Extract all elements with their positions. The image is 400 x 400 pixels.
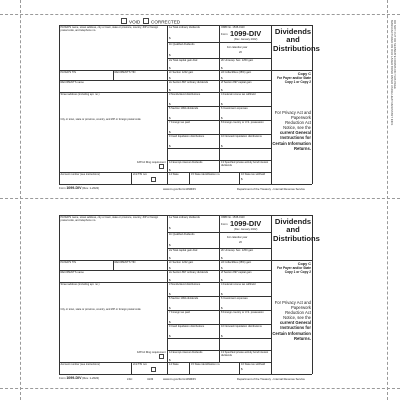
copy-label: Copy C [297,72,311,76]
box-2c-label: 2c Section 1202 gain [169,71,194,74]
box-1b-label: 1b Qualified dividends [169,233,195,236]
copy-sub: For Payer and/or State Copy 1 or Copy 2 [276,76,311,84]
left-perforation [20,0,21,400]
second-tin-checkbox[interactable] [151,177,156,182]
right-perforation [387,0,388,400]
box-10-label: 10 Noncash liquidation distributions [221,135,262,138]
box-1a-label: 1a Total ordinary dividends [169,216,200,219]
fatca-label: FATCA filing requirement [137,351,166,354]
box-2e-label: 2e Section 897 ordinary dividends [169,81,209,84]
top-perforation [0,14,400,15]
payer-info-label: PAYER'S name, street address, city or town, state or province, country, ZIP or foreign postal code, and telephone no. [60,26,159,32]
recipient-name-label: RECIPIENT'S name [60,271,84,274]
second-tin-label: 2nd TIN not. [133,173,148,176]
box-14-label: 14 State [169,363,179,366]
privacy-notice: For Privacy Act and Paperwork Reduction Act Notice, see the current General Instructions for Certain Information Returns. [272,110,311,151]
box-16-label: 16 State tax withheld [241,363,266,366]
payer-tin-label: PAYER'S TIN [60,261,76,264]
recipient-street-label: Street address (including apt. no.) [60,93,100,96]
box-15-label: 15 State identification no. [191,363,221,366]
omb-label: OMB No. 1545-0110 [221,26,245,29]
form-number: 1099-DIV [230,29,262,38]
middle-perforation [0,198,400,199]
box-2d-label: 2d Collectibles (28%) gain [221,261,252,264]
footer-url: www.irs.gov/Form1099DIV [163,377,197,381]
box-12-label: 12 Exempt-interest dividends [169,161,203,164]
footer-dept: Department of the Treasury - Internal Revenue Service [237,187,305,191]
footer-lsc: LSC [127,377,133,381]
box-3-label: 3 Nondividend distributions [169,93,201,96]
privacy-notice: For Privacy Act and Paperwork Reduction Act Notice, see the current General Instructions for Certain Information Returns. [272,300,311,341]
form-title: Dividends and Distributions [273,217,320,243]
payer-tin-label: PAYER'S TIN [60,71,76,74]
box-13-label: 13 Specified private activity bond interest dividends [221,161,269,167]
box-2a-label: 2a Total capital gain distr. [169,59,199,62]
fatca-checkbox[interactable] [159,354,164,359]
footer-form: Form 1099-DIV (Rev. 1-2022) [59,186,100,190]
box-2b-label: 2b Unrecap. Sec. 1250 gain [221,249,254,252]
box-15-label: 15 State identification no. [191,173,221,176]
footer-form: Form 1099-DIV (Rev. 1-2022) [59,376,100,380]
box-12-label: 12 Exempt-interest dividends [169,351,203,354]
box-3-label: 3 Nondividend distributions [169,283,201,286]
box-2f-label: 2f Section 897 capital gain [221,271,252,274]
box-1b-label: 1b Qualified dividends [169,43,195,46]
form-number: 1099-DIV [230,219,262,228]
form-title: Dividends and Distributions [273,27,320,53]
fatca-checkbox[interactable] [159,164,164,169]
omb-label: OMB No. 1545-0110 [221,216,245,219]
copy-sub: For Payer and/or State Copy 1 or Copy 2 [276,266,311,274]
box-7-label: 7 Foreign tax paid [169,121,190,124]
box-16-label: 16 State tax withheld [241,173,266,176]
recipient-street-label: Street address (including apt. no.) [60,283,100,286]
second-tin-checkbox[interactable] [151,367,156,372]
footer-dept: Department of the Treasury - Internal Revenue Service [237,377,305,381]
box-9-label: 9 Cash liquidation distributions [169,325,205,328]
account-label: Account number (see instructions) [60,363,100,366]
form-copy-1: VOID CORRECTED PAYER'S name, street address, city or town, state or province, country, ZIP or foreign postal code, and telephone no. PAYER'S TIN RECIPIENT'S TIN RECIPIENT'S name Street address (including apt. no.) City or town, state or province, country, and ZIP or foreign postal code Account number (see instructions) FATCA filing requirement 2nd TIN not. 1a Total ordinary dividends $ 1b Qualified dividends $ 2a Total capital gain distr. $ 2c Section 1202 gain $ 2e Section 897 ordinary dividends $ 3 Nondividend distributions $ 5 Section 199A dividends $ 7 Foreign tax paid $ 9 Cash liquidation distributions $ 12 Exempt-interest dividends $ 14 State OMB No. 1545-0110 Form 1099-DIV (Rev. January 2022) For calendar year 20 2b Unrecap. Sec. 1250 gain $ 2d Collectibles (28%) gain $ 2f Section 897 capital gain $ 4 Federal income tax withheld $ 6 Investment expenses $ 8 Foreign country or U.S. possession 10 Noncash liquidation distributions $ 13 Specified private activity bond interest dividends 15 State identification no. 16 State tax withheld $ Dividends and Distributions Copy C For Payer and/or State Copy 1 or Copy 2 For Privacy Act and Paperwork Reduction Act Notice, see the current General Instructions for Certain Information Returns. Form 1099-DIV (Rev. 1-2022) www.irs.gov/Form1099DIV Department of the Treasury - Internal Revenue Service [59,19,320,191]
recipient-tin-label: RECIPIENT'S TIN [114,71,136,74]
box-2c-label: 2c Section 1202 gain [169,261,194,264]
footer-code: 4133 [147,377,154,381]
corrected-box[interactable] [143,18,149,24]
corrected-checkbox[interactable]: CORRECTED [143,18,180,25]
box-14-label: 14 State [169,173,179,176]
calendar-year-value: 20 [239,51,242,54]
box-2a-label: 2a Total capital gain distr. [169,249,199,252]
box-8-label: 8 Foreign country or U.S. possession [221,121,264,124]
box-5-label: 5 Section 199A dividends [169,107,199,110]
box-4-label: 4 Federal income tax withheld [221,283,256,286]
recipient-name-label: RECIPIENT'S name [60,81,84,84]
box-2b-label: 2b Unrecap. Sec. 1250 gain [221,59,254,62]
side-text: DO NOT CUT OR SEPARATE FORMS ON THIS PAGE MANUFACTURED ON OUR LASER BOND PAPER USING HEAT RESISTANT INKS [389,20,397,126]
calendar-year-label: For calendar year [227,236,248,239]
box-6-label: 6 Investment expenses [221,297,248,300]
recipient-tin-label: RECIPIENT'S TIN [114,261,136,264]
box-9-label: 9 Cash liquidation distributions [169,135,205,138]
box-13-label: 13 Specified private activity bond interest dividends [221,351,269,357]
payer-info-label: PAYER'S name, street address, city or town, state or province, country, ZIP or foreign postal code, and telephone no. [60,216,159,222]
box-4-label: 4 Federal income tax withheld [221,93,256,96]
void-checkbox[interactable]: VOID [121,18,140,25]
box-8-label: 8 Foreign country or U.S. possession [221,311,264,314]
box-2d-label: 2d Collectibles (28%) gain [221,71,252,74]
rev-label: (Rev. January 2022) [234,38,258,41]
fatca-label: FATCA filing requirement [137,161,166,164]
box-1a-label: 1a Total ordinary dividends [169,26,200,29]
account-label: Account number (see instructions) [60,173,100,176]
box-2e-label: 2e Section 897 ordinary dividends [169,271,209,274]
calendar-year-value: 20 [239,241,242,244]
footer-url: www.irs.gov/Form1099DIV [163,187,197,191]
calendar-year-label: For calendar year [227,46,248,49]
recipient-city-label: City or town, state or province, country, and ZIP or foreign postal code [60,118,141,121]
second-tin-label: 2nd TIN not. [133,363,148,366]
form-copy-2: PAYER'S name, street address, city or town, state or province, country, ZIP or foreign postal code, and telephone no. PAYER'S TIN RECIPIENT'S TIN RECIPIENT'S name Street address (including apt. no.) City or town, state or province, country, and ZIP or foreign postal code Account number (see instructions) FATCA filing requirement 2nd TIN not. 1a Total ordinary dividends $ 1b Qualified dividends $ 2a Total capital gain distr. $ 2c Section 1202 gain $ 2e Section 897 ordinary dividends $ 3 Nondividend distributions $ 5 Section 199A dividends $ 7 Foreign tax paid $ 9 Cash liquidation distributions $ 12 Exempt-interest dividends $ 14 State OMB No. 1545-0110 Form 1099-DIV (Rev. January 2022) For calendar year 20 2b Unrecap. Sec. 1250 gain $ 2d Collectibles (28%) gain $ 2f Section 897 capital gain $ 4 Federal income tax withheld $ 6 Investment expenses $ 8 Foreign country or U.S. possession 10 Noncash liquidation distributions $ 13 Specified private activity bond interest dividends 15 State identification no. 16 State tax withheld $ Dividends and Distributions Copy C For Payer and/or State Copy 1 or Copy 2 For Privacy Act and Paperwork Reduction Act Notice, see the current General Instructions for Certain Information Returns. Form 1099-DIV (Rev. 1-2022) LSC 4133 www.irs.gov/Form1099DIV Department of the Treasury - Internal Revenue Service [59,216,320,381]
rev-label: (Rev. January 2022) [234,228,258,231]
bottom-perforation [0,388,400,389]
box-5-label: 5 Section 199A dividends [169,297,199,300]
box-6-label: 6 Investment expenses [221,107,248,110]
box-10-label: 10 Noncash liquidation distributions [221,325,262,328]
void-box[interactable] [121,18,127,24]
recipient-city-label: City or town, state or province, country, and ZIP or foreign postal code [60,308,141,311]
box-2f-label: 2f Section 897 capital gain [221,81,252,84]
box-7-label: 7 Foreign tax paid [169,311,190,314]
copy-label: Copy C [297,262,311,266]
